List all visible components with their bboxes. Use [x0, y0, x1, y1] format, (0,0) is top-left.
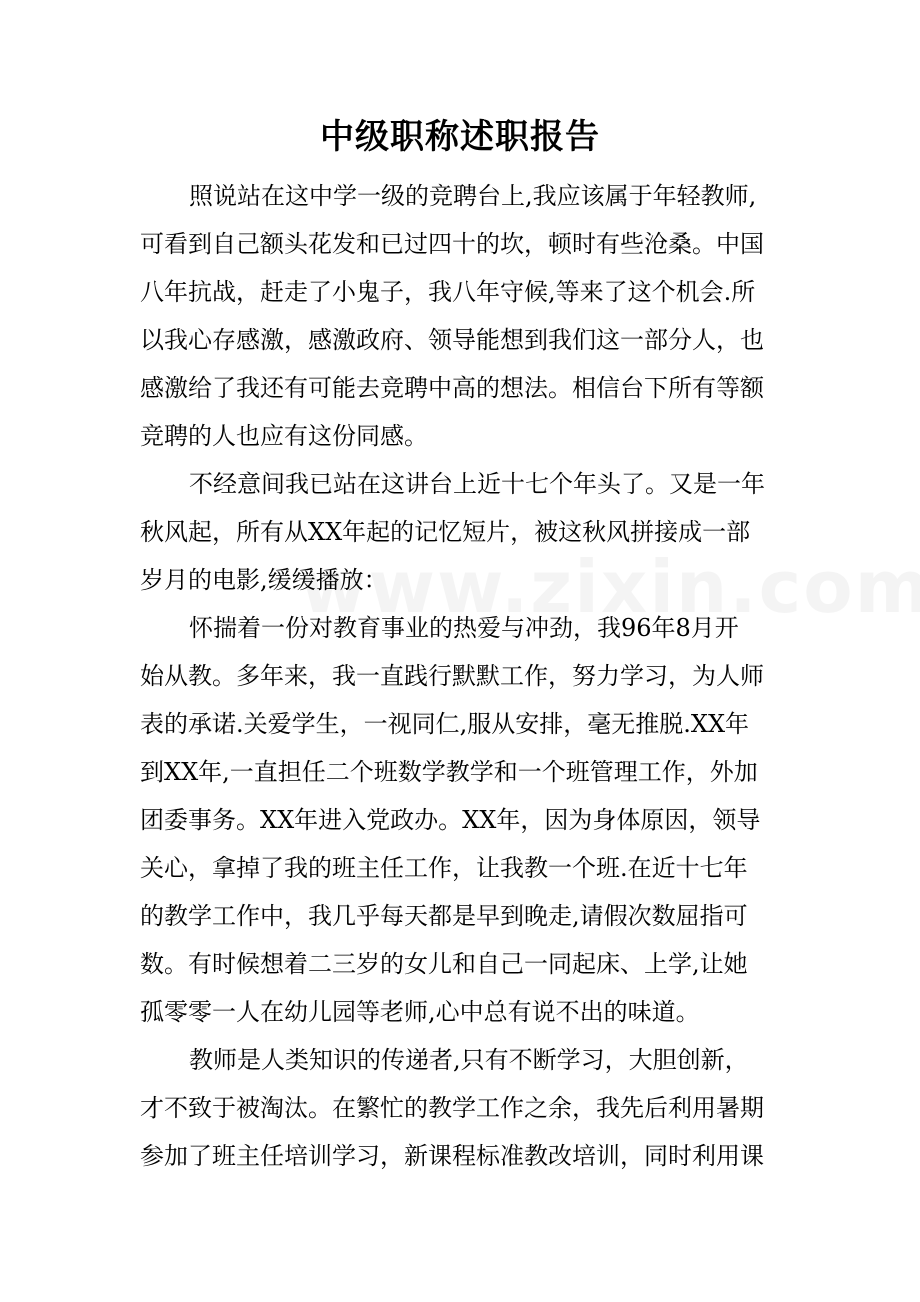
text-line: 数。有时候想着二三岁的女儿和自己一同起床、上学,让她	[140, 950, 748, 978]
text-line: 照说站在这中学一级的竞聘台上,我应该属于年轻教师,	[189, 182, 757, 210]
text-line: 到XX年,一直担任二个班数学教学和一个班管理工作，外加	[140, 758, 758, 786]
text-line: 的教学工作中，我几乎每天都是早到晚走,请假次数屈指可	[140, 902, 748, 930]
text-line: 秋风起，所有从XX年起的记忆短片，被这秋风拼接成一部	[140, 518, 751, 546]
text-line: 教师是人类知识的传递者,只有不断学习，大胆创新，	[189, 1046, 749, 1074]
document-title: 中级职称述职报告	[320, 117, 600, 157]
text-line: 竞聘的人也应有这份同感。	[140, 422, 428, 450]
text-line: 岁月的电影,缓缓播放：	[140, 566, 388, 594]
paragraph	[140, 1036, 782, 1180]
text-line: 怀揣着一份对教育事业的热爱与冲劲，我96年8月开	[189, 614, 739, 642]
text-line: 可看到自己额头花发和已过四十的坎，顿时有些沧桑。中国	[140, 230, 764, 258]
text-line: 以我心存感激，感激政府、领导能想到我们这一部分人，也	[140, 326, 764, 354]
text-line: 关心，拿掉了我的班主任工作，让我教一个班.在近十七年	[140, 854, 748, 882]
paragraph	[140, 604, 782, 1036]
text-line: 始从教。多年来，我一直践行默默工作，努力学习，为人师	[140, 662, 764, 690]
text-line: 参加了班主任培训学习，新课程标准教改培训，同时利用课	[140, 1142, 764, 1170]
document-body	[140, 172, 782, 1180]
text-line: 孤零零一人在幼儿园等老师,心中总有说不出的味道。	[140, 998, 700, 1026]
text-line: 感激给了我还有可能去竞聘中高的想法。相信台下所有等额	[140, 374, 764, 402]
paragraph	[140, 172, 782, 460]
text-line: 不经意间我已站在这讲台上近十七个年头了。又是一年	[189, 470, 765, 498]
text-line: 团委事务。XX年进入党政办。XX年，因为身体原因，领导	[140, 806, 761, 834]
text-line: 才不致于被淘汰。在繁忙的教学工作之余，我先后利用暑期	[140, 1094, 764, 1122]
text-line: 八年抗战，赶走了小鬼子，我八年守候,等来了这个机会.所	[140, 278, 756, 306]
paragraph	[140, 460, 782, 604]
text-line: 表的承诺.关爱学生，一视同仁,服从安排，毫无推脱.XX年	[140, 710, 750, 738]
